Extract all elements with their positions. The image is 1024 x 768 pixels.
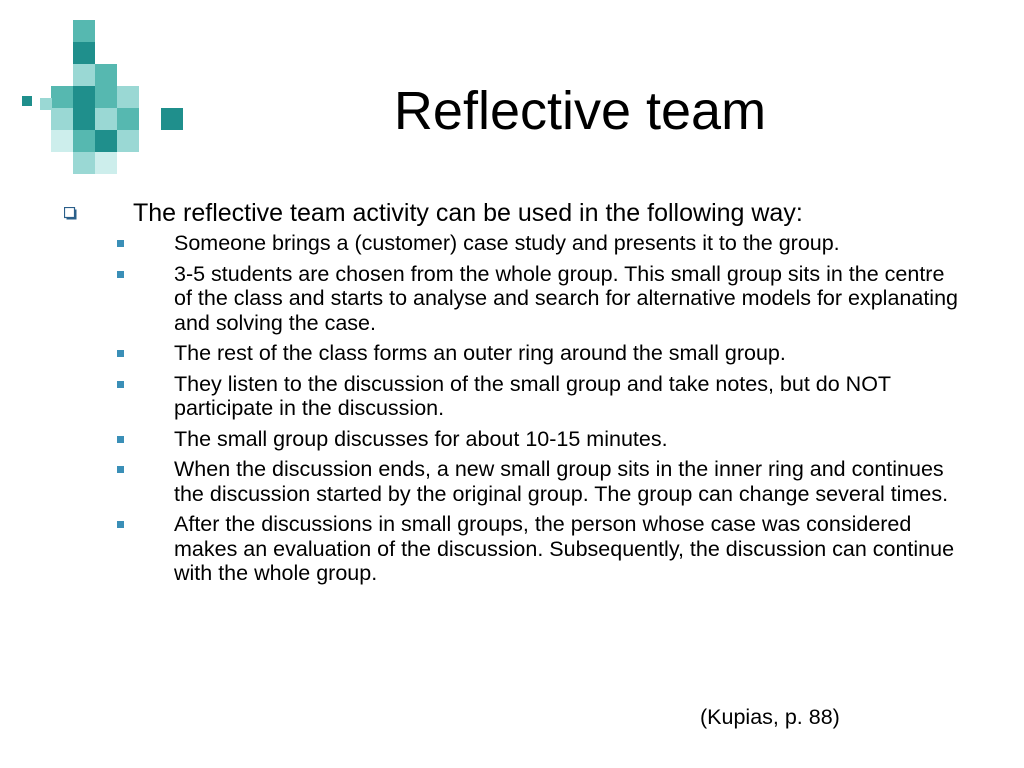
- square-bullet-icon: [117, 271, 124, 278]
- square-bullet-icon: [117, 350, 124, 357]
- slide-title: Reflective team: [393, 81, 767, 141]
- square-bullet-icon: [117, 240, 124, 247]
- square-bullet-icon: [117, 466, 124, 473]
- list-item-text: The small group discusses for about 10-15 minutes.: [174, 426, 668, 451]
- checkbox-bullet-icon: [64, 207, 77, 220]
- list-item: [0, 341, 964, 366]
- square-bullet-icon: [117, 381, 124, 388]
- square-bullet-icon: [117, 436, 124, 443]
- list-item: [0, 457, 964, 506]
- bullet-list: [0, 231, 1024, 586]
- list-item-text: Someone brings a (customer) case study and presents it to the group.: [174, 231, 840, 255]
- citation: (Kupias, p. 88): [700, 705, 840, 729]
- pixel-mosaic-logo-icon: [0, 0, 200, 180]
- square-bullet-icon: [117, 521, 124, 528]
- list-item-text: 3-5 students are chosen from the whole group. This small group sits in the centre of the class and starts to analyse and search for alternative models for explanating and solving the case.: [174, 261, 958, 335]
- list-item: [0, 231, 964, 256]
- intro-item: [0, 198, 1024, 229]
- list-item: [0, 427, 964, 452]
- list-item: [0, 372, 964, 421]
- list-item: [0, 262, 964, 336]
- slide-body: [0, 198, 1024, 592]
- list-item-text: The rest of the class forms an outer ring around the small group.: [174, 341, 786, 365]
- list-item-text: They listen to the discussion of the small group and take notes, but do NOT participate in the discussion.: [174, 371, 891, 420]
- list-item: [0, 512, 964, 586]
- list-item-text: After the discussions in small groups, the person whose case was considered makes an evaluation of the discussion. Subsequently, the discussion can continue with the whole group.: [174, 512, 955, 585]
- list-item-text: When the discussion ends, a new small group sits in the inner ring and continues the discussion started by the original group. The group can change several times.: [174, 457, 949, 506]
- intro-text: The reflective team activity can be used in the following way:: [133, 199, 803, 227]
